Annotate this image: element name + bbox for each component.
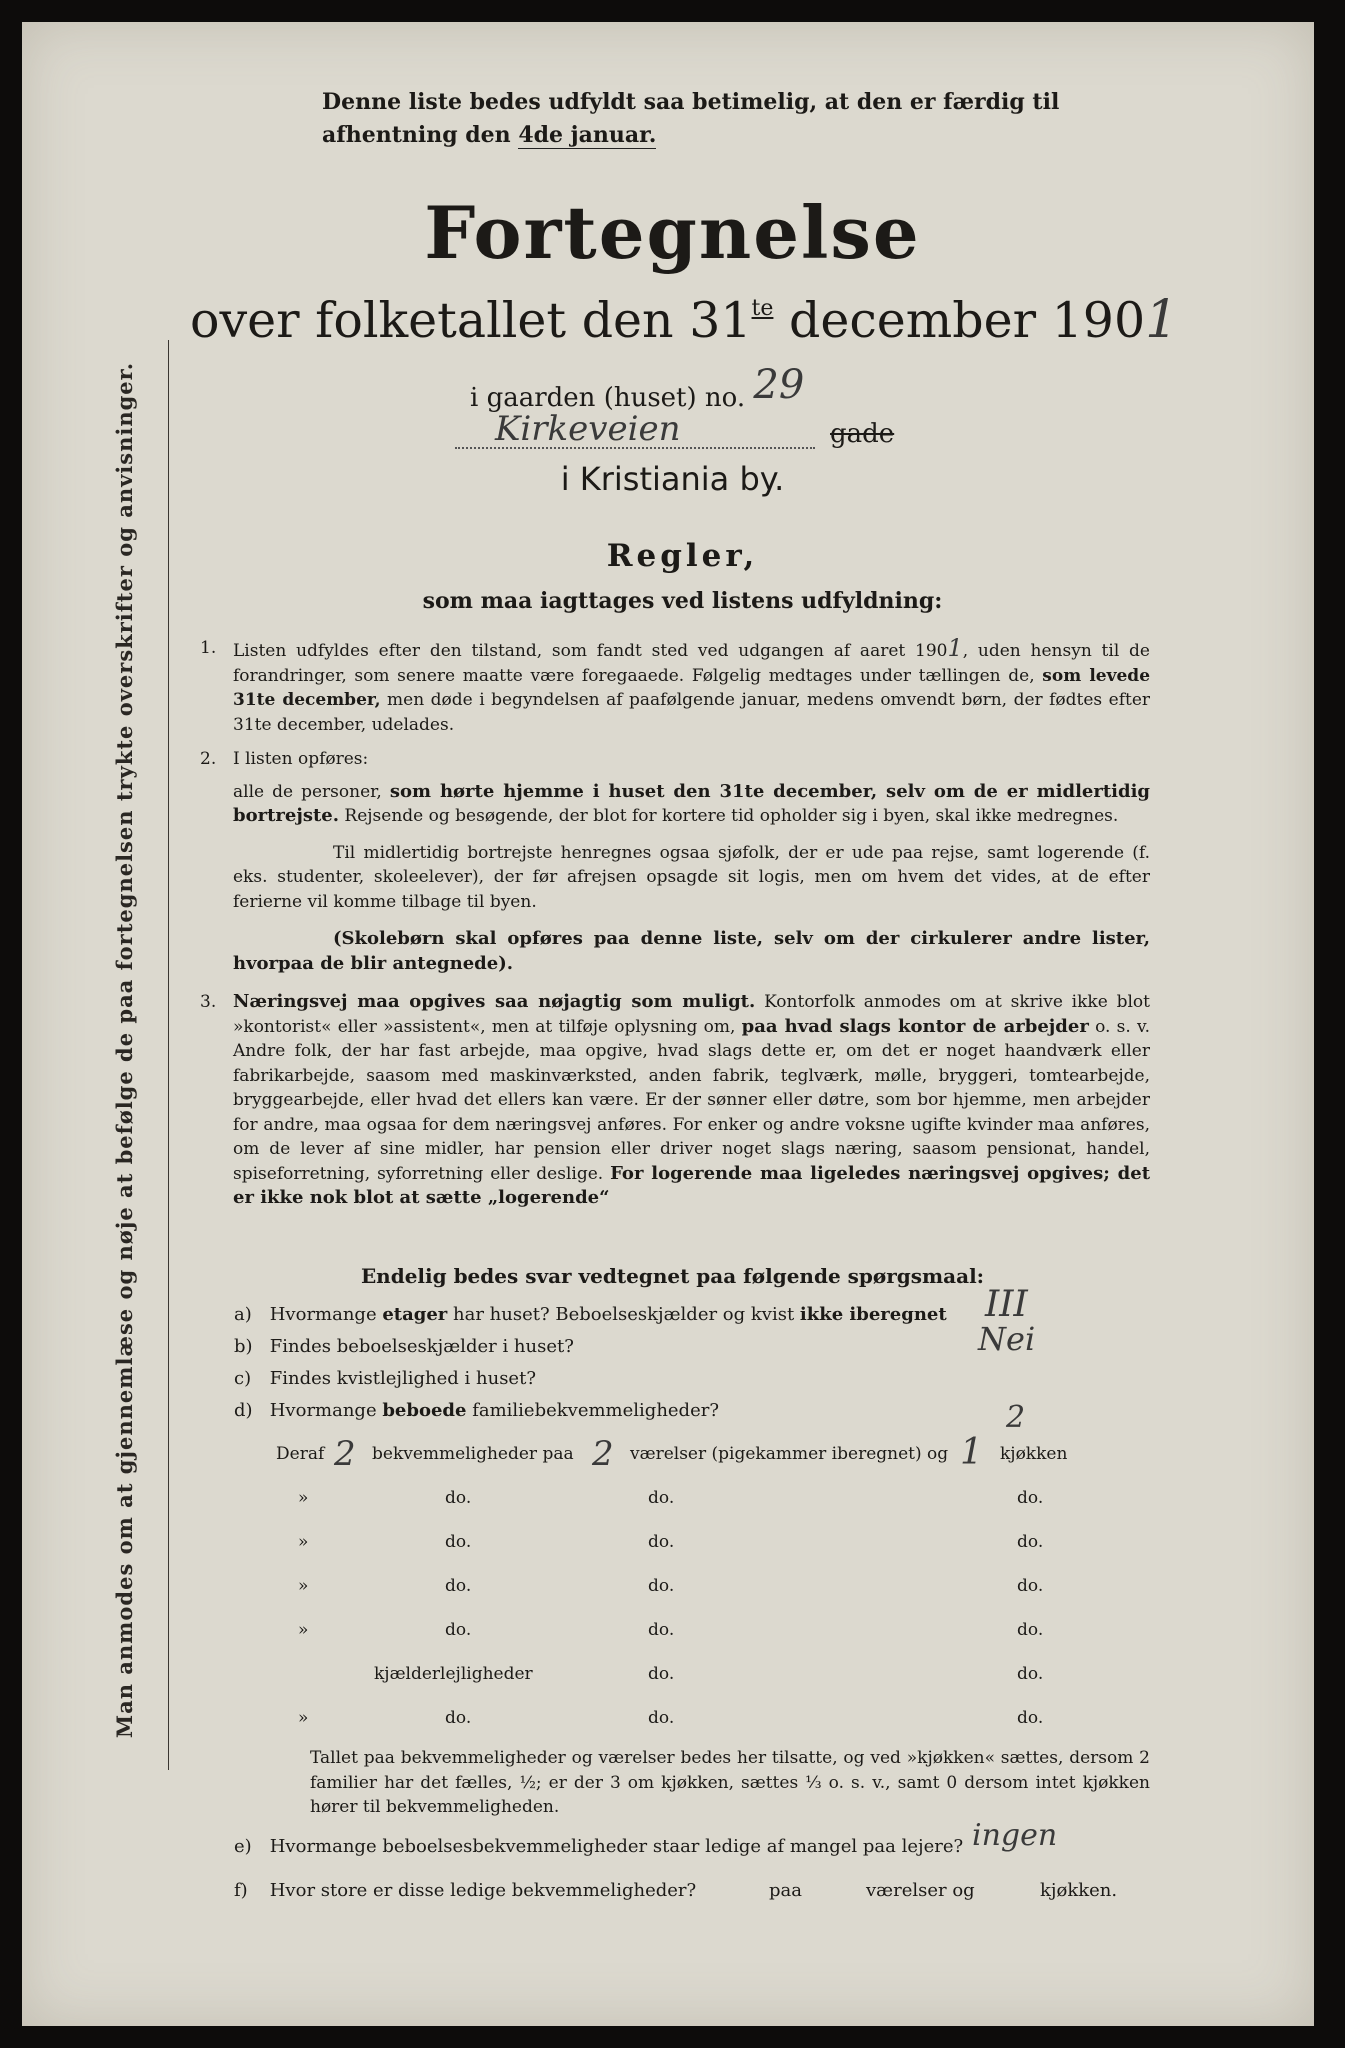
rule-1-bold: som levede 31te december, [233, 665, 1151, 710]
question-label: a) [234, 1304, 252, 1325]
ditto-mark: » [298, 1576, 309, 1596]
ditto-kitchen: do. [1017, 1708, 1044, 1728]
basement-dwellings-label: kjælderlejligheder [374, 1664, 533, 1684]
intro-line-2: afhentning den [322, 122, 511, 148]
rule-3-bold-1: Næringsvej maa opgives saa nøjagtig som muligt. [233, 991, 756, 1012]
rule-1-text-c: men døde i begyndelsen af paafølgende januar, medens omvendt børn, der fødtes efter 31te december, udelades. [233, 690, 1151, 735]
question-b-text: Findes beboelseskjælder i huset? [269, 1336, 574, 1357]
deraf-row-7 [270, 1708, 1090, 1738]
subtitle-sup: te [751, 296, 774, 321]
ditto-mark: » [298, 1620, 309, 1640]
ditto-dwellings: do. [445, 1576, 472, 1596]
question-d-bold: beboede [382, 1400, 467, 1421]
house-label: i gaarden (huset) no. [470, 383, 746, 413]
rule-2-heading: I listen opføres: [233, 749, 369, 769]
question-label: f) [234, 1880, 248, 1901]
deraf-label: Deraf [276, 1444, 325, 1464]
rule-2-text-a: alle de personer, [233, 781, 382, 802]
handwritten-year: 1 [1145, 290, 1179, 350]
question-e-text: Hvormange beboelsesbekvemmeligheder staar ledige af mangel paa lejere? [269, 1836, 964, 1857]
house-number: 29 [753, 362, 805, 408]
ditto-kitchen: do. [1017, 1532, 1044, 1552]
ditto-dwellings: do. [445, 1488, 472, 1508]
rule-2 [200, 747, 1150, 976]
side-instruction: Man anmodes om at gjennemlæse og nøje at befølge de paa fortegnelsen trykte overskrifter og anvisninger. [112, 361, 137, 1739]
subtitle-text: over folketallet den 31 [190, 292, 752, 349]
answer-dwellings: 2 [1006, 1400, 1026, 1435]
question-a-text-1: Hvormange [269, 1304, 377, 1325]
deraf-row-4 [270, 1576, 1090, 1606]
street-line [455, 409, 895, 451]
rules-heading: Regler, [606, 538, 759, 574]
question-label: c) [234, 1368, 252, 1389]
rule-1 [200, 636, 1150, 737]
ditto-kitchen: do. [1017, 1620, 1044, 1640]
ditto-mark: » [298, 1488, 309, 1508]
rule-2-paragraph-3: (Skolebørn skal opføres paa denne liste, selv om der cirkulerer andre lister, hvorpaa de blir antegnede). [233, 928, 1150, 974]
ditto-rooms: do. [648, 1532, 675, 1552]
question-a [234, 1304, 947, 1325]
deraf-row-6 [270, 1664, 1090, 1694]
question-label: b) [234, 1336, 253, 1357]
answer-floors: III [985, 1284, 1028, 1325]
rule-3-bold-3: For logerende maa ligeledes næringsvej opgives; det er ikke nok blot at sætte „logerende“ [233, 1162, 1151, 1208]
ditto-rooms: do. [648, 1576, 675, 1596]
kitchen-label: kjøkken [1000, 1444, 1068, 1464]
rule-3-text-b: o. s. v. Andre folk, der har fast arbejde, maa opgive, hvad slags dette er, om det er noget haandværk eller fabrikarbejde, saasom med maskinværksted, anden fabrik, teglværk, mølle, bryggeri, tomtearbejde, bryggearbejde, eller hvad det ellers kan være. Er der sønner eller døtre, som bor hjemme, men arbejder for andre, maa ogsaa for dem næringsvej anføres. For enker og andre voksne ugifte kvinder maa anføres, om de lever af sine midler, har pension eller driver noget slags næring, saasom pensionat, handel, spiseforretning, syforretning eller deslige. [233, 1016, 1151, 1184]
pickup-date: 4de januar. [518, 122, 657, 148]
rule-2-paragraph-2: Til midlertidig bortrejste henregnes ogsaa sjøfolk, der er ude paa rejse, samt logerende (f. eks. studenter, skoleelever), der før afrejsen opsagde sit logis, men om hvem det vides, at de efter ferierne vil komme tilbage til byen. [233, 842, 1150, 912]
ditto-mark: » [298, 1532, 309, 1552]
question-f-kitchen: kjøkken. [1040, 1880, 1118, 1901]
rule-1-text-a: Listen udfyldes efter den tilstand, som fandt sted ved udgangen af aaret 190 [233, 641, 948, 661]
question-a-bold-2: ikke iberegnet [799, 1304, 947, 1325]
deraf-row-5 [270, 1620, 1090, 1650]
question-label: e) [234, 1836, 252, 1857]
subtitle [190, 290, 1190, 350]
question-d-text-1: Hvormange [269, 1400, 377, 1421]
rule-2-text [233, 780, 1150, 829]
rule-2-bold: som hørte hjemme i huset den 31te december, selv om de er midlertidig bortrejste. [233, 780, 1150, 826]
question-label: d) [234, 1400, 253, 1421]
rooms-label: værelser (pigekammer iberegnet) og [630, 1444, 949, 1464]
answer-basement: Nei [978, 1320, 1036, 1358]
rule-number: 1. [200, 638, 217, 658]
ditto-kitchen: do. [1017, 1576, 1044, 1596]
deraf-row-1 [270, 1432, 1090, 1474]
rules-subheading: som maa iagttages ved listens udfyldning: [422, 588, 943, 614]
rule-number: 3. [200, 992, 217, 1012]
rule-3-text-a: Kontorfolk anmodes om at skrive ikke blot »kontorist« eller »assistent«, men at tilføje oplysning om, [233, 992, 1150, 1037]
question-d-text-2: familiebekvemmeligheder? [472, 1400, 719, 1421]
room-count: 2 [592, 1434, 614, 1474]
dwelling-count: 2 [334, 1434, 356, 1474]
deraf-row-2 [270, 1488, 1090, 1518]
rule-3-text [233, 990, 1150, 1211]
rule-2-text-b: Rejsende og besøgende, der blot for kortere tid opholder sig i byen, skal ikke medregnes. [344, 806, 1119, 826]
rule-3-bold-2: paa hvad slags kontor de arbejder [741, 1015, 1089, 1037]
ditto-rooms: do. [648, 1488, 675, 1508]
dwellings-label: bekvemmeligheder paa [372, 1444, 574, 1464]
rules-list [200, 636, 1150, 1217]
rule-3 [200, 990, 1150, 1211]
dwelling-note: Tallet paa bekvemmeligheder og værelser bedes her tilsatte, og ved »kjøkken« sættes, dersom 2 familier har det fælles, ½; er der 3 om kjøkken, sættes ⅓ o. s. v., samt 0 dersom intet kjøkken hører til bekvemmeligheden. [310, 1748, 1150, 1817]
subtitle-year: december 190 [789, 292, 1146, 349]
ditto-dwellings: do. [445, 1620, 472, 1640]
kitchen-count: 1 [960, 1432, 983, 1473]
deraf-row-3 [270, 1532, 1090, 1562]
ditto-rooms: do. [648, 1664, 675, 1684]
rule-text [233, 636, 1150, 737]
ditto-dwellings: do. [445, 1708, 472, 1728]
question-a-bold-1: etager [382, 1304, 448, 1325]
question-d [234, 1400, 719, 1421]
ditto-kitchen: do. [1017, 1664, 1044, 1684]
question-f [234, 1880, 1118, 1901]
rule-1-text-b: , uden hensyn til de forandringer, som senere maatte være foregaaede. Følgelig medtages under tællingen de, [233, 641, 1150, 686]
rule-number: 2. [200, 749, 217, 769]
questions-heading: Endelig bedes svar vedtegnet paa følgende spørgsmaal: [360, 1264, 985, 1288]
ditto-mark: » [298, 1708, 309, 1728]
page-title: Fortegnelse [424, 190, 921, 275]
question-f-text: Hvor store er disse ledige bekvemmeligheder? [269, 1880, 697, 1901]
question-f-rooms: værelser og [866, 1880, 975, 1901]
street-name: Kirkeveien [495, 409, 681, 449]
ditto-rooms: do. [648, 1708, 675, 1728]
rule-1-year: 1 [947, 634, 963, 662]
question-c [234, 1368, 536, 1389]
ditto-dwellings: do. [445, 1532, 472, 1552]
gade-label: gade [830, 419, 895, 449]
answer-vacant: ingen [972, 1818, 1058, 1853]
question-e [234, 1836, 963, 1857]
ditto-rooms: do. [648, 1620, 675, 1640]
question-b [234, 1336, 574, 1357]
question-c-text: Findes kvistlejlighed i huset? [269, 1368, 536, 1389]
intro-notice [322, 86, 1182, 152]
intro-line-1: Denne liste bedes udfyldt saa betimelig, at den er færdig til [322, 89, 1060, 115]
ditto-kitchen: do. [1017, 1488, 1044, 1508]
city-label: i Kristiania by. [560, 460, 785, 498]
question-a-text-2: har huset? Beboelseskjælder og kvist [453, 1304, 795, 1325]
question-f-paa: paa [769, 1880, 802, 1901]
